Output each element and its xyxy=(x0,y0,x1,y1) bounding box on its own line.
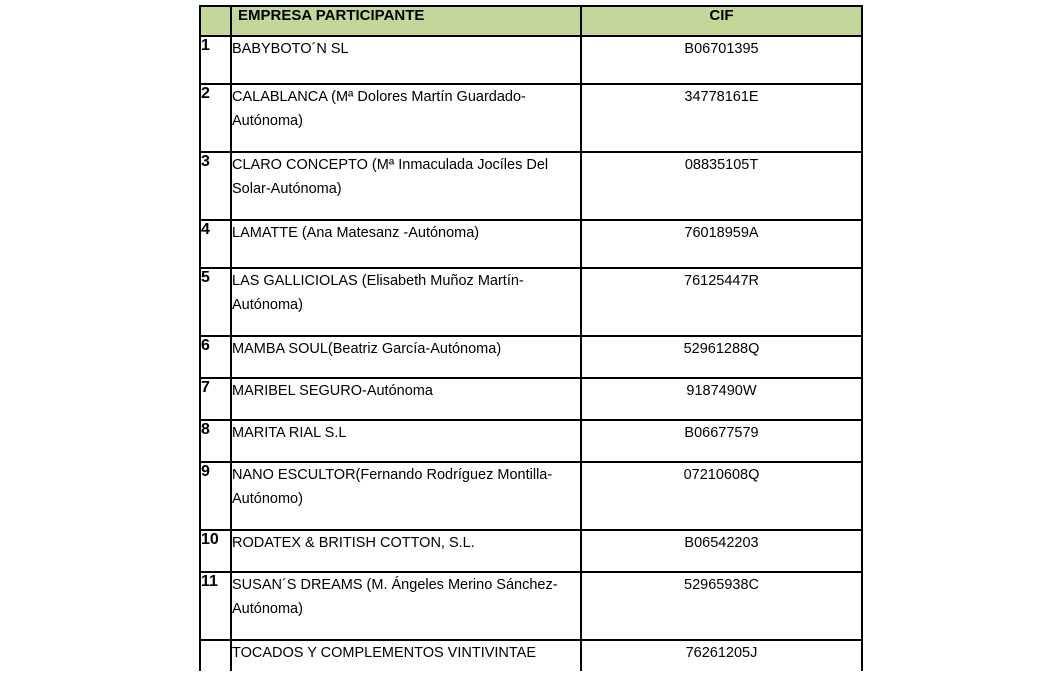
table-row xyxy=(200,640,862,671)
row-number: 6 xyxy=(200,336,231,378)
company-name: RODATEX & BRITISH COTTON, S.L. xyxy=(231,530,581,572)
company-cif: 9187490W xyxy=(581,378,862,420)
company-name: MARIBEL SEGURO-Autónoma xyxy=(231,378,581,420)
participants-table xyxy=(199,5,863,671)
company-name: CALABLANCA (Mª Dolores Martín Guardado-Autónoma) xyxy=(231,84,581,152)
row-number: 2 xyxy=(200,84,231,152)
company-name: SUSAN´S DREAMS (M. Ángeles Merino Sánchez-Autónoma) xyxy=(231,572,581,640)
table-row xyxy=(200,420,862,462)
company-name: LAMATTE (Ana Matesanz -Autónoma) xyxy=(231,220,581,268)
company-name: BABYBOTO´N SL xyxy=(231,36,581,84)
table-row xyxy=(200,336,862,378)
table-row xyxy=(200,572,862,640)
company-cif: 34778161E xyxy=(581,84,862,152)
table-row xyxy=(200,268,862,336)
row-number: 9 xyxy=(200,462,231,530)
company-name: CLARO CONCEPTO (Mª Inmaculada Jocíles Del Solar-Autónoma) xyxy=(231,152,581,220)
company-cif: 08835105T xyxy=(581,152,862,220)
table-row xyxy=(200,530,862,572)
table-row xyxy=(200,84,862,152)
company-name: TOCADOS Y COMPLEMENTOS VINTIVINTAE xyxy=(231,640,581,671)
header-company: EMPRESA PARTICIPANTE xyxy=(231,6,581,36)
company-cif: 52961288Q xyxy=(581,336,862,378)
row-number: 4 xyxy=(200,220,231,268)
table-row xyxy=(200,220,862,268)
header-cif: CIF xyxy=(581,6,862,36)
company-cif: 76018959A xyxy=(581,220,862,268)
row-number xyxy=(200,640,231,671)
company-cif: B06542203 xyxy=(581,530,862,572)
company-cif: B06701395 xyxy=(581,36,862,84)
table-row xyxy=(200,462,862,530)
table-row xyxy=(200,378,862,420)
row-number: 11 xyxy=(200,572,231,640)
row-number: 7 xyxy=(200,378,231,420)
company-cif: 52965938C xyxy=(581,572,862,640)
company-cif: 07210608Q xyxy=(581,462,862,530)
company-cif: 76261205J xyxy=(581,640,862,671)
row-number: 8 xyxy=(200,420,231,462)
company-name: LAS GALLICIOLAS (Elisabeth Muñoz Martín-Autónoma) xyxy=(231,268,581,336)
company-cif: 76125447R xyxy=(581,268,862,336)
header-number xyxy=(200,6,231,36)
company-name: MARITA RIAL S.L xyxy=(231,420,581,462)
row-number: 3 xyxy=(200,152,231,220)
row-number: 10 xyxy=(200,530,231,572)
company-name: NANO ESCULTOR(Fernando Rodríguez Montilla-Autónomo) xyxy=(231,462,581,530)
company-name: MAMBA SOUL(Beatriz García-Autónoma) xyxy=(231,336,581,378)
header-row xyxy=(200,6,862,36)
row-number: 5 xyxy=(200,268,231,336)
company-cif: B06677579 xyxy=(581,420,862,462)
table-row xyxy=(200,152,862,220)
row-number: 1 xyxy=(200,36,231,84)
table-row xyxy=(200,36,862,84)
